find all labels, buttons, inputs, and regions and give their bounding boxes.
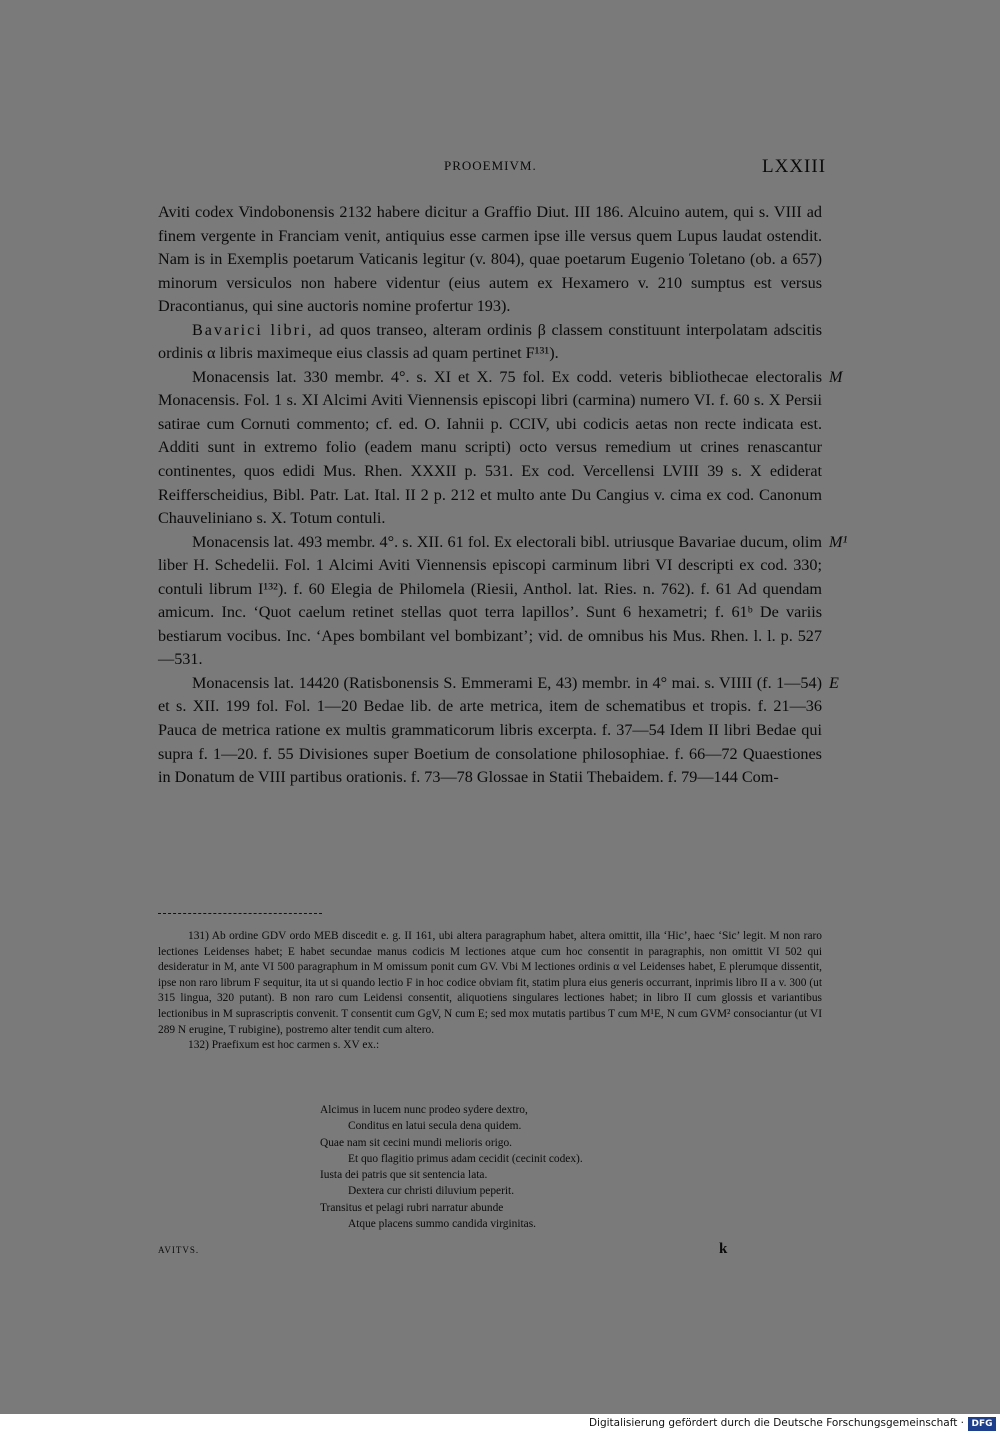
footnotes (158, 929, 822, 1054)
paragraph-codex-M (158, 366, 843, 531)
running-title: PROOEMIVM. (444, 158, 537, 173)
poem-line: Et quo flagitio primus adam cecidit (cecinit codex). (348, 1152, 583, 1165)
paragraph-bavarici (158, 319, 822, 366)
paragraph-text: Monacensis lat. 330 membr. 4°. s. XI et X. 75 fol. Ex codd. veteris bibliothecae electoralis Monacensis. Fol. 1 s. XI Alcimi Aviti Viennensis episcopi libri (carmina) numero VI. f. 60 s. X Persii satirae cum Cornuti commento; cf. ed. O. Iahnii p. CCIV, ubi codicis aetas non recte indicata est. Additi sunt in extremo folio (eadem manu scripti) octo versus remedium ut crines renascantur continentes, quos edidi Mus. Rhen. XXXII p. 531. Ex cod. Vercellensi LVIII 39 s. X ediderat Reifferscheidius, Bibl. Patr. Lat. Ital. II 2 p. 212 et multo ante Du Cangius v. cima ex cod. Canonum Chauveliniano s. X. Totum contuli. (158, 367, 822, 528)
margin-siglum: M¹ (829, 532, 848, 551)
paragraph-text: Aviti codex Vindobonensis 2132 habere dicitur a Graffio Diut. III 186. Alcuino autem, qui s. VIII ad finem vergente in Franciam venit, antiquius esse carmen ipse ille versus quem Lupus laudat ostendit. Nam is in Exemplis poetarum Vaticanis legitur (v. 804), quae poetarum Eugenio Toletano (ob. a 657) minorum versiculos non habere videntur (eius autem ex Hexamero v. 210 sumptus est versus Dracontianus, qui sine auctoris nomine profertur 193). (158, 203, 822, 316)
funding-credit[interactable]: Digitalisierung gefördert durch die Deutsche Forschungsgemeinschaft · (588, 1417, 964, 1429)
signature-mark: AVITVS. (158, 1245, 200, 1255)
paragraph-codex-E (158, 672, 839, 790)
spaced-heading: Bavarici libri, (192, 320, 314, 339)
footnote-132: 132) Praefixum est hoc carmen s. XV ex.: (188, 1039, 380, 1052)
footnote-poem (320, 1102, 740, 1232)
paragraph-text: Monacensis lat. 14420 (Ratisbonensis S. Emmerami E, 43) membr. in 4° mai. s. VIIII (f. 1—54) et s. XII. 199 fol. Fol. 1—20 Bedae lib. de arte metrica, item de schematibus et tropis. f. 21—36 Pauca de metrica ratione ex multis grammaticorum libris excerpta. f. 37—54 Idem II libri Bedae qui supra f. 1—20. f. 55 Divisiones super Boetium de consolatione philosophiae. f. 66—72 Quaestiones in Donatum de VIII partibus orationis. f. 73—78 Glossae in Statii Thebaidem. f. 79—144 Com- (158, 673, 822, 787)
poem-line: Dextera cur christi diluvium peperit. (348, 1185, 515, 1198)
footnote-131: 131) Ab ordine GDV ordo MEB discedit e. g. II 161, ubi altera paragraphum habet, altera omittit, illa ‘Hic’, haec ‘Sic’ legit. M non raro lectiones Leidenses habet; E habet secundae manus codicis M lectiones atque cum hoc consentit in paragraphis, non omittit VI 502 qui desideratur in M, ante VI 500 paragraphum in M omissum ponit cum GV. Vbi M lectiones ordinis α vel Leidenses habet, E plerumque dissentit, ipse non raro librum F sequitur, ita ut si quando lectio F in hoc codice obviam fit, statim plura eius generis occurrant, inprimis libro II a v. 300 (ut 315 lingua, 320 putant). B non raro cum Leidensi consentit, aliquotiens singulares lectiones habet; in libro II cum glossis et variantibus lectionibus in M suprascriptis convenit. T consentit cum GgV, N cum E; sed mox mutatis partibus T cum M¹E, N cum GVM² consociantur (ut VI 289 N erugine, T rubigine), postremo alter tendit cum altero. (158, 930, 822, 1036)
poem-line: Iusta dei patris que sit sentencia lata. (320, 1169, 488, 1182)
poem-line: Alcimus in lucem nunc prodeo sydere dextro, (320, 1104, 528, 1116)
dfg-logo-icon[interactable]: DFG (968, 1417, 996, 1431)
poem-line: Atque placens summo candida virginitas. (348, 1218, 537, 1231)
paragraph-text: ad quos transeo, alteram ordinis β classem constituunt interpolatam adscitis ordinis α libris maximeque eius classis ad quam pertinet F¹³¹). (158, 320, 822, 363)
paragraph-intro (158, 201, 822, 319)
page-number: LXXIII (762, 156, 827, 177)
paragraph-text: Monacensis lat. 493 membr. 4°. s. XII. 61 fol. Ex electorali bibl. utriusque Bavariae ducum, olim liber H. Schedelii. Fol. 1 Alcimi Aviti Viennensis episcopi carminum libri VI descripti ex cod. 330; contuli librum I¹³²). f. 60 Elegia de Philomela (Riesii, Anthol. lat. Ries. n. 762). f. 61 Ad quendam amicum. Inc. ‘Quot caelum retinet stellas quot terra lapillos’. Sunt 6 hexametri; f. 61ᵇ De variis bestiarum vocibus. Inc. ‘Apes bombilant vel bombizant’; vid. de omnibus his Mus. Rhen. l. l. p. 527—531. (158, 532, 822, 669)
margin-siglum: E (829, 673, 839, 692)
footer-bar (0, 1414, 1000, 1434)
paragraph-codex-M1 (158, 531, 848, 672)
poem-line: Transitus et pelagi rubri narratur abunde (320, 1201, 504, 1214)
poem-line: Conditus en latui secula dena quidem. (348, 1120, 522, 1133)
main-text (158, 201, 848, 790)
running-header (0, 156, 1000, 180)
poem-line: Quae nam sit cecini mundi melioris origo. (320, 1136, 513, 1149)
quire-mark: k (719, 1241, 728, 1257)
footnote-rule (158, 913, 322, 914)
margin-siglum: M (829, 367, 843, 386)
